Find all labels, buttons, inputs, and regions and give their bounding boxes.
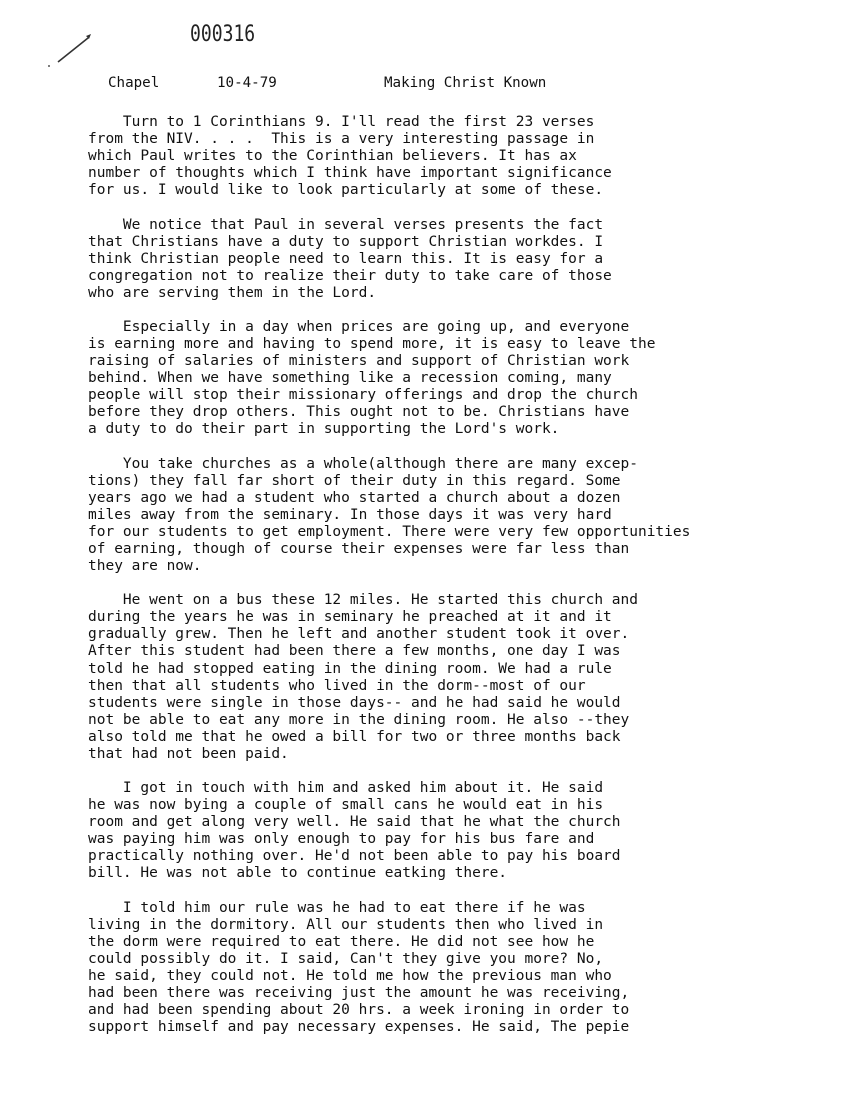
text-line: room and get along very well. He said that he what the church bbox=[88, 814, 621, 831]
text-line: he was now bying a couple of small cans he would eat in his bbox=[88, 797, 604, 814]
paragraph bbox=[88, 217, 798, 302]
text-line: who are serving them in the Lord. bbox=[88, 284, 377, 301]
text-line: years ago we had a student who started a church about a dozen bbox=[88, 489, 621, 506]
text-line: and had been spending about 20 hrs. a week ironing in order to bbox=[88, 1001, 630, 1018]
text-line: from the NIV. . . . This is a very interesting passage in bbox=[88, 131, 595, 148]
text-line: You take churches as a whole(although there are many excep- bbox=[88, 455, 638, 472]
paragraph bbox=[88, 900, 798, 1036]
text-line: number of thoughts which I think have important significance bbox=[88, 165, 612, 182]
text-line: during the years he was in seminary he preached at it and it bbox=[88, 609, 612, 626]
text-line: He went on a bus these 12 miles. He started this church and bbox=[88, 592, 638, 609]
text-line: We notice that Paul in several verses presents the fact bbox=[88, 216, 604, 233]
text-line: they are now. bbox=[88, 557, 202, 574]
text-line: practically nothing over. He'd not been able to pay his board bbox=[88, 848, 621, 865]
paragraph bbox=[88, 319, 798, 438]
document-number: 000316 bbox=[190, 22, 256, 47]
text-line: think Christian people need to learn this. It is easy for a bbox=[88, 250, 604, 267]
text-line: before they drop others. This ought not to be. Christians have bbox=[88, 404, 630, 421]
paragraph bbox=[88, 114, 798, 199]
text-line: support himself and pay necessary expenses. He said, The pepie bbox=[88, 1018, 630, 1035]
text-line: miles away from the seminary. In those days it was very hard bbox=[88, 506, 612, 523]
text-line: is earning more and having to spend more, it is easy to leave the bbox=[88, 336, 656, 353]
text-line: had been there was receiving just the amount he was receiving, bbox=[88, 984, 630, 1001]
text-line: gradually grew. Then he left and another student took it over. bbox=[88, 626, 630, 643]
text-line: living in the dormitory. All our students then who lived in bbox=[88, 916, 604, 933]
text-line: students were single in those days-- and he had said he would bbox=[88, 694, 621, 711]
text-line: After this student had been there a few months, one day I was bbox=[88, 643, 621, 660]
text-line: of earning, though of course their expenses were far less than bbox=[88, 540, 630, 557]
header-venue: Chapel bbox=[108, 75, 160, 91]
paragraph bbox=[88, 780, 798, 882]
text-line: then that all students who lived in the dorm--most of our bbox=[88, 677, 586, 694]
header-date: 10-4-79 bbox=[217, 75, 277, 91]
text-line: behind. When we have something like a recession coming, many bbox=[88, 370, 612, 387]
text-line: could possibly do it. I said, Can't they give you more? No, bbox=[88, 950, 604, 967]
document-header bbox=[0, 75, 854, 95]
text-line: told he had stopped eating in the dining room. We had a rule bbox=[88, 660, 612, 677]
text-line: people will stop their missionary offerings and drop the church bbox=[88, 387, 638, 404]
text-line: a duty to do their part in supporting the Lord's work. bbox=[88, 421, 560, 438]
text-line: Turn to 1 Corinthians 9. I'll read the first 23 verses bbox=[88, 114, 595, 130]
text-line: was paying him was only enough to pay for his bus fare and bbox=[88, 831, 595, 848]
text-line: which Paul writes to the Corinthian believers. It has ax bbox=[88, 148, 577, 165]
document-body bbox=[88, 114, 798, 1053]
text-line: for us. I would like to look particularly at some of these. bbox=[88, 182, 604, 199]
paragraph bbox=[88, 456, 798, 575]
text-line: not be able to eat any more in the dining room. He also --they bbox=[88, 711, 630, 728]
text-line: that Christians have a duty to support Christian workdes. I bbox=[88, 233, 604, 250]
text-line: he said, they could not. He told me how the previous man who bbox=[88, 967, 612, 984]
text-line: Especially in a day when prices are going up, and everyone bbox=[88, 319, 630, 336]
text-line: raising of salaries of ministers and support of Christian work bbox=[88, 353, 630, 370]
paragraph bbox=[88, 592, 798, 762]
text-line: bill. He was not able to continue eatking there. bbox=[88, 865, 508, 882]
header-title: Making Christ Known bbox=[384, 75, 547, 91]
text-line: tions) they fall far short of their duty in this regard. Some bbox=[88, 472, 621, 489]
text-line: I told him our rule was he had to eat there if he was bbox=[88, 899, 586, 916]
text-line: congregation not to realize their duty to take care of those bbox=[88, 267, 612, 284]
text-line: for our students to get employment. There were very few opportunities bbox=[88, 523, 691, 540]
text-line: that had not been paid. bbox=[88, 745, 289, 762]
text-line: the dorm were required to eat there. He did not see how he bbox=[88, 933, 595, 950]
text-line: also told me that he owed a bill for two or three months back bbox=[88, 728, 621, 745]
pen-mark bbox=[44, 28, 104, 68]
text-line: I got in touch with him and asked him about it. He said bbox=[88, 780, 604, 797]
